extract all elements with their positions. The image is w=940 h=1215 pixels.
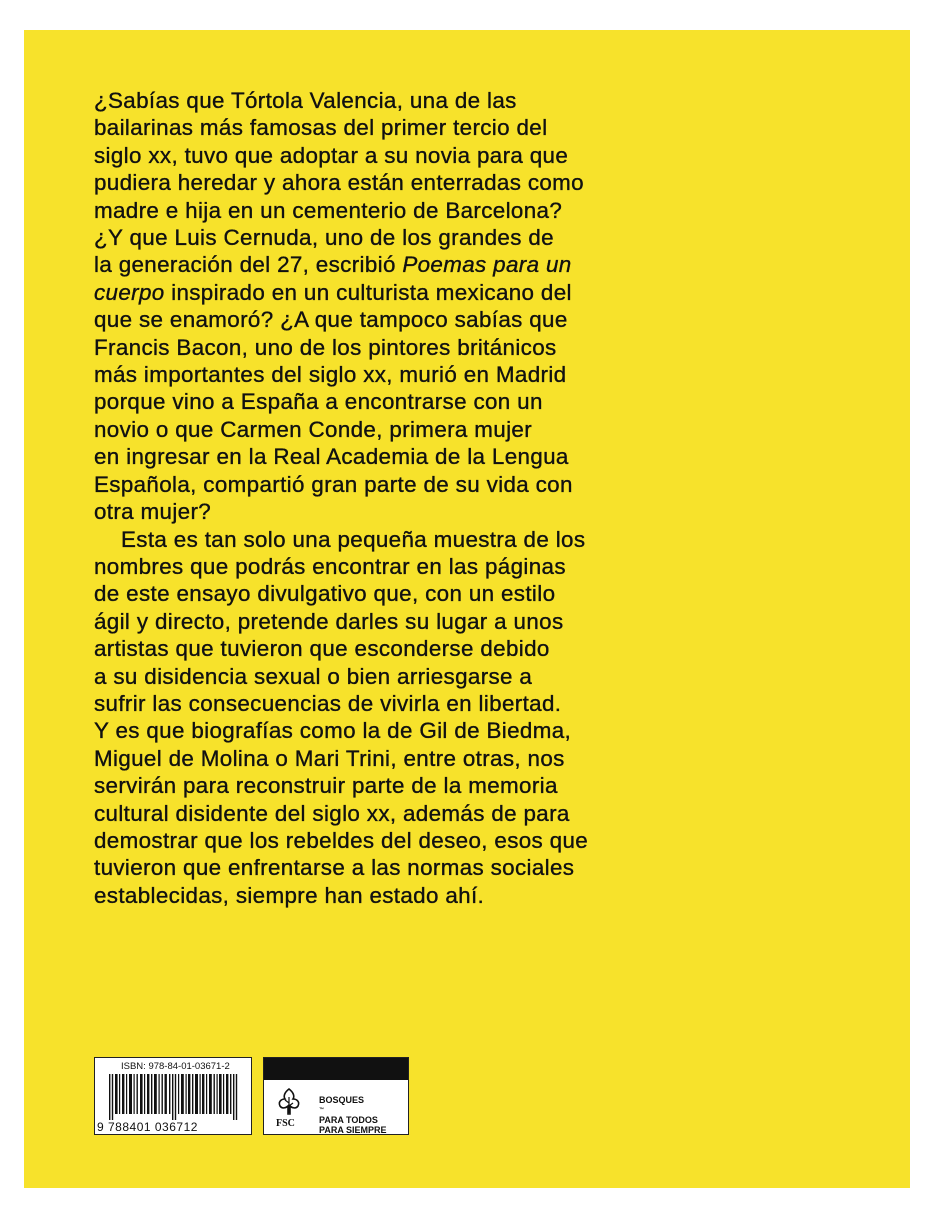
blurb-line [94,279,774,306]
blurb-line: Española, compartió gran parte de su vida con [94,471,573,497]
blurb-line: que se enamoró? ¿A que tampoco sabías que [94,307,568,333]
blurb-line: madre e hija en un cementerio de Barcelona? [94,197,563,223]
blurb-line: Esta es tan solo una pequeña muestra de los [121,526,586,552]
blurb-line: a su disidencia sexual o bien arriesgarse a [94,663,533,689]
fsc-header-band [264,1058,408,1080]
blurb-line: Francis Bacon, uno de los pintores británicos [94,334,557,360]
blurb-line: bailarinas más famosas del primer tercio del [94,115,548,141]
blurb-line: tuvieron que enfrentarse a las normas sociales [94,855,575,881]
back-cover-blurb [94,87,774,909]
fsc-slogan-line [319,1095,387,1115]
blurb-line: Y es que biografías como la de Gil de Biedma, [94,718,572,744]
fsc-label: FSC [276,1118,295,1129]
barcode-digits: 9 788401 036712 [97,1120,198,1134]
fsc-slogan-line: PARA TODOS [319,1115,378,1125]
isbn-label: ISBN: 978-84-01-03671-2 [121,1061,230,1072]
blurb-text: inspirado en un culturista mexicano del [164,279,572,305]
blurb-text: la generación del 27, escribió [94,252,403,278]
trademark-mark: ™ [319,1107,324,1113]
blurb-line: más importantes del siglo xx, murió en Madrid [94,362,567,388]
barcode-icon [109,1074,241,1120]
book-title-italic: Poemas para un [402,252,572,278]
fsc-slogan [319,1095,387,1135]
blurb-line: de este ensayo divulgativo que, con un estilo [94,581,556,607]
blurb-line: en ingresar en la Real Academia de la Lengua [94,444,569,470]
blurb-line: pudiera heredar y ahora están enterradas como [94,170,584,196]
blurb-line: porque vino a España a encontrarse con un [94,389,543,415]
blurb-line [94,251,774,278]
blurb-line: servirán para reconstruir parte de la memoria [94,773,558,799]
isbn-barcode [94,1057,252,1135]
fsc-slogan-word: BOSQUES [319,1095,365,1105]
blurb-line: sufrir las consecuencias de vivirla en libertad. [94,690,562,716]
blurb-line: establecidas, siempre han estado ahí. [94,882,485,908]
blurb-line: artistas que tuvieron que esconderse debido [94,636,550,662]
book-title-italic: cuerpo [94,279,165,305]
fsc-slogan-line: PARA SIEMPRE [319,1125,387,1135]
blurb-line: novio o que Carmen Conde, primera mujer [94,416,533,442]
blurb-line: nombres que podrás encontrar en las páginas [94,553,566,579]
blurb-line: ¿Y que Luis Cernuda, uno de los grandes de [94,225,554,251]
blurb-line: ágil y directo, pretende darles su lugar a unos [94,608,564,634]
blurb-line: demostrar que los rebeldes del deseo, esos que [94,827,589,853]
blurb-line: otra mujer? [94,499,212,525]
tree-icon [274,1087,304,1117]
blurb-line: siglo xx, tuvo que adoptar a su novia para que [94,142,569,168]
blurb-line: Miguel de Molina o Mari Trini, entre otras, nos [94,745,565,771]
blurb-line: ¿Sabías que Tórtola Valencia, una de las [94,88,517,113]
fsc-certification [263,1057,409,1135]
blurb-line: cultural disidente del siglo xx, además de para [94,800,570,826]
